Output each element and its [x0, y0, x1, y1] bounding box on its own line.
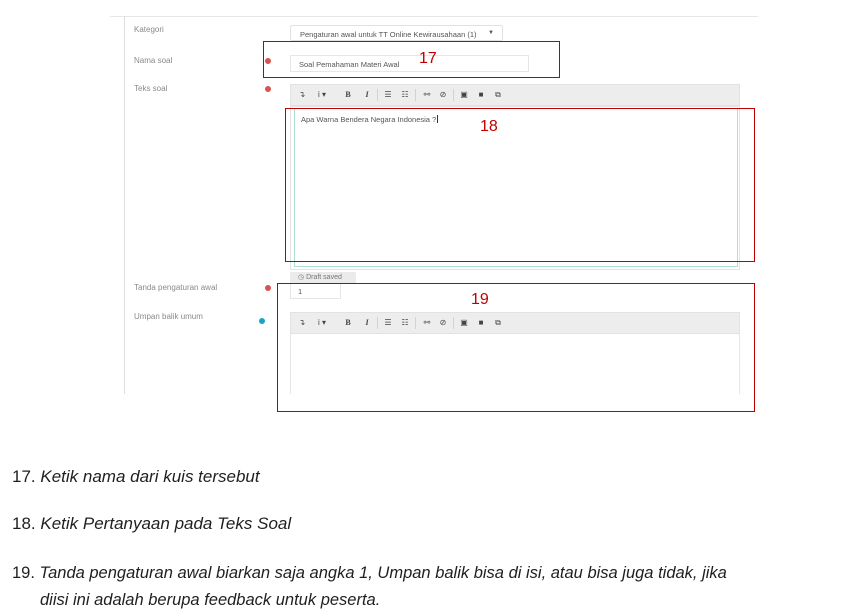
draft-status-text: Draft saved	[306, 274, 342, 281]
link-icon[interactable]: ⚯	[423, 318, 431, 327]
instruction-number: 17.	[12, 467, 36, 486]
teks-soal-label: Teks soal	[134, 84, 168, 93]
instruction-18	[12, 512, 291, 536]
unordered-list-icon[interactable]: ☰	[384, 90, 392, 99]
nama-soal-value: Soal Pemahaman Materi Awal	[299, 60, 400, 69]
tanda-label: Tanda pengaturan awal	[134, 283, 218, 292]
instruction-text: diisi ini adalah berupa feedback untuk peserta.	[40, 591, 381, 609]
bold-icon[interactable]: B	[345, 318, 351, 327]
image-icon[interactable]: ▣	[460, 318, 468, 327]
toolbar-separator	[453, 89, 454, 101]
annotation-number-19: 19	[471, 291, 489, 308]
required-icon	[265, 285, 271, 291]
instruction-text: Tanda pengaturan awal biarkan saja angka 1, Umpan balik bisa di isi, atau bisa juga tidak, jika	[39, 564, 727, 582]
dropdown-caret-icon: ▼	[488, 30, 494, 36]
instruction-17	[12, 465, 260, 489]
kategori-select[interactable]	[290, 25, 503, 41]
kategori-value: Pengaturan awal untuk TT Online Kewirausahaan (1)	[300, 30, 477, 39]
umpan-label: Umpan balik umum	[134, 312, 203, 321]
paragraph-style-icon[interactable]: ↴	[298, 318, 306, 327]
teks-soal-text: Apa Warna Bendera Negara Indonesia ?	[301, 115, 437, 124]
toolbar-separator	[377, 89, 378, 101]
instruction-text: Ketik Pertanyaan pada Teks Soal	[40, 514, 292, 533]
copy-icon[interactable]: ⧉	[495, 318, 501, 327]
unlink-icon[interactable]: ⊘	[439, 90, 447, 99]
unordered-list-icon[interactable]: ☰	[384, 318, 392, 327]
annotation-box-19	[277, 283, 755, 412]
annotation-number-18: 18	[480, 118, 498, 135]
bold-icon[interactable]: B	[345, 90, 351, 99]
image-icon[interactable]: ▣	[460, 90, 468, 99]
annotation-number-17: 17	[419, 50, 437, 67]
annotation-box-17	[263, 41, 560, 78]
italic-icon[interactable]: I	[365, 90, 369, 99]
toolbar-separator	[415, 89, 416, 101]
video-icon[interactable]: ■	[478, 90, 484, 99]
top-divider	[110, 16, 758, 17]
ordered-list-icon[interactable]: ☷	[401, 318, 409, 327]
link-icon[interactable]: ⚯	[423, 90, 431, 99]
info-icon[interactable]: i ▾	[317, 90, 326, 99]
info-icon[interactable]: i ▾	[317, 318, 326, 327]
instruction-19	[12, 561, 852, 585]
instruction-number: 19.	[12, 564, 35, 582]
instruction-number: 18.	[12, 514, 36, 533]
ordered-list-icon[interactable]: ☷	[401, 90, 409, 99]
instruction-text: Ketik nama dari kuis tersebut	[40, 467, 260, 486]
video-icon[interactable]: ■	[478, 318, 484, 327]
copy-icon[interactable]: ⧉	[495, 90, 501, 99]
help-icon[interactable]	[259, 318, 265, 324]
italic-icon[interactable]: I	[365, 318, 369, 327]
clock-icon: ◷	[298, 274, 305, 281]
unlink-icon[interactable]: ⊘	[439, 318, 447, 327]
nama-soal-label: Nama soal	[134, 56, 173, 65]
required-icon	[265, 86, 271, 92]
instruction-19-continued	[40, 588, 380, 612]
kategori-label: Kategori	[134, 25, 164, 34]
annotation-box-18	[285, 108, 755, 262]
left-border	[124, 16, 125, 394]
paragraph-style-icon[interactable]: ↴	[298, 90, 306, 99]
tanda-value: 1	[298, 287, 303, 296]
teks-soal-toolbar	[290, 84, 740, 106]
